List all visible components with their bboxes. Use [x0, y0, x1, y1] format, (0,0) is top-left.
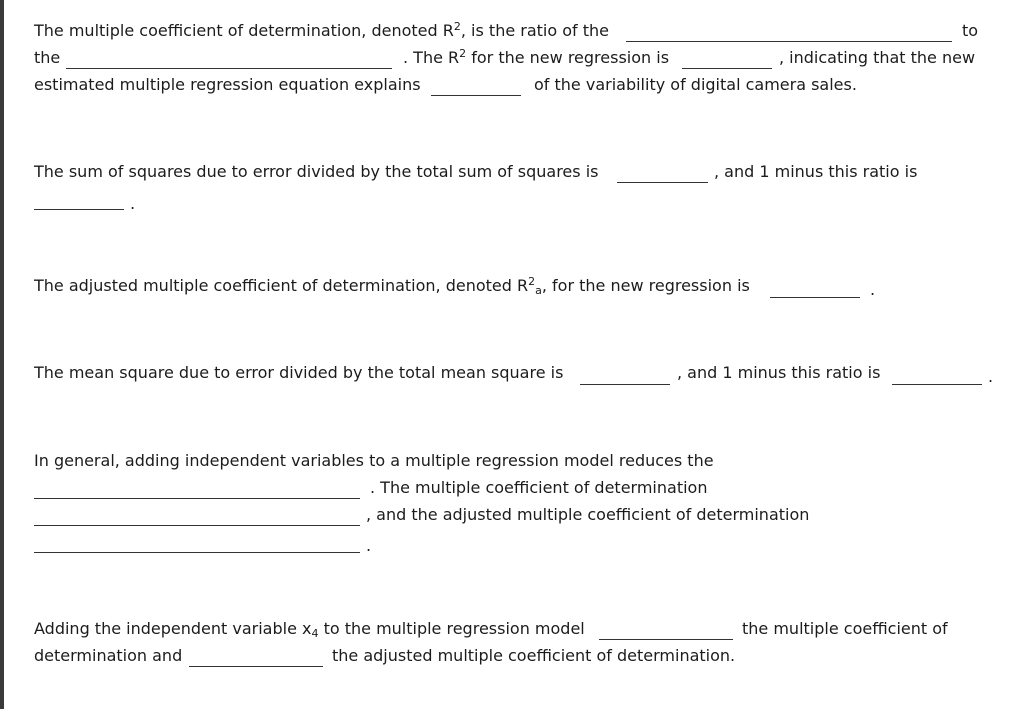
q6-blank-r2-change[interactable]: [599, 639, 733, 640]
q6-blank-adjusted-change[interactable]: [189, 666, 323, 667]
left-border: [0, 0, 4, 709]
q1-to-label: to: [962, 21, 979, 40]
q1-text-line1: The multiple coefficient of determination, denoted $R^2$, is the ratio of the: [34, 20, 609, 40]
q1-blank-r2-value[interactable]: [682, 68, 772, 69]
q5-text-line3: , and the adjusted multiple coefficient of determination: [366, 505, 810, 524]
q4-blank-one-minus[interactable]: [892, 384, 982, 385]
q1-blank-percent[interactable]: [431, 95, 521, 96]
q5-blank-r2-effect[interactable]: [34, 525, 360, 526]
q1-variability-label: of the variability of digital camera sales.: [534, 75, 857, 94]
q5-blank-adjusted-effect[interactable]: [34, 552, 360, 553]
q6-coefficient-label: the multiple coefficient of: [742, 619, 948, 638]
q1-blank-ratio-denominator[interactable]: [66, 68, 392, 69]
q4-period: .: [988, 367, 994, 386]
q2-text: The sum of squares due to error divided by the total sum of squares is: [34, 162, 599, 181]
q1-blank-ratio-numerator[interactable]: [626, 41, 952, 42]
q2-blank-sse-sst[interactable]: [617, 182, 708, 183]
q6-determination-label: determination and: [34, 646, 183, 665]
q5-blank-reduces[interactable]: [34, 498, 360, 499]
q4-text: The mean square due to error divided by the total mean square is: [34, 363, 564, 382]
q3-period: .: [870, 280, 876, 299]
q4-minus-label: , and 1 minus this ratio is: [677, 363, 881, 382]
q4-blank-mse-mst[interactable]: [580, 384, 670, 385]
q1-the-label: the: [34, 48, 61, 67]
q1-explains-label: estimated multiple regression equation explains: [34, 75, 421, 94]
q3-blank-adjusted-r2[interactable]: [770, 297, 860, 298]
q5-text-line1: In general, adding independent variables to a multiple regression model reduces the: [34, 451, 714, 470]
q2-minus-label: , and 1 minus this ratio is: [714, 162, 918, 181]
q5-period: .: [366, 536, 372, 555]
q2-blank-one-minus[interactable]: [34, 209, 124, 210]
q1-indicating-label: , indicating that the new: [779, 48, 976, 67]
q2-period: .: [130, 194, 136, 213]
q6-adjusted-label: the adjusted multiple coefficient of determination.: [332, 646, 736, 665]
q5-text-line2: . The multiple coefficient of determination: [370, 478, 708, 497]
q3-text: The adjusted multiple coefficient of determination, denoted $R^2_a$, for the new regression is: [34, 275, 750, 297]
q6-text-line1: Adding the independent variable $x_4$ to the multiple regression model: [34, 619, 585, 640]
q1-r2-label: . The $R^2$ for the new regression is: [403, 47, 670, 67]
